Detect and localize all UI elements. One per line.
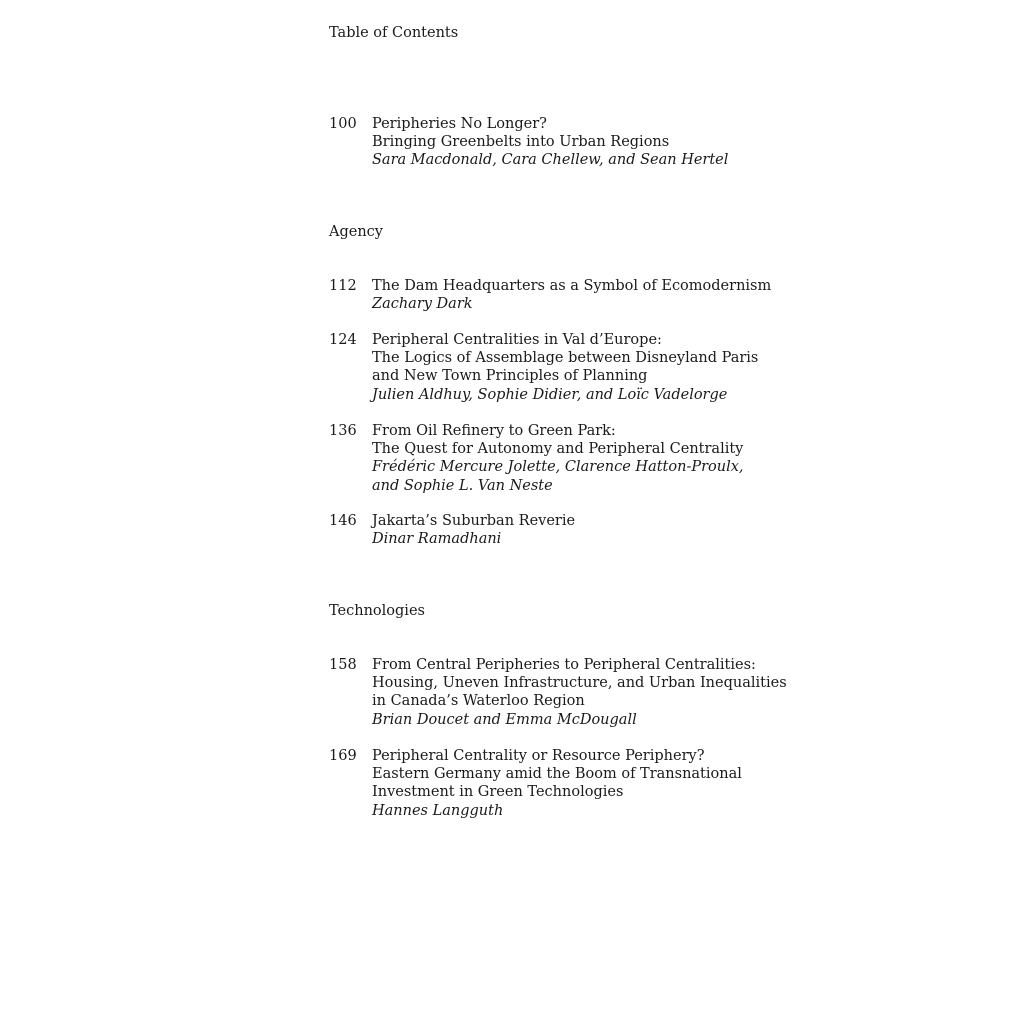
entry-authors: and Sophie L. Van Neste [372,477,553,494]
page-number: 136 [329,423,357,439]
page-number: 158 [329,657,357,673]
entry-title-line: From Central Peripheries to Peripheral Centralities: [372,657,756,673]
toc-entry [329,277,849,313]
entry-body [372,277,849,313]
toc-entry [329,656,849,729]
section-heading-agency: Agency [329,224,383,240]
entry-title-line: and New Town Principles of Planning [372,368,648,385]
entry-authors: Hannes Langguth [372,802,504,819]
running-head: Table of Contents [329,25,459,41]
entry-body [372,747,849,820]
entry-body [372,331,849,404]
entry-title-line: Housing, Uneven Infrastructure, and Urban Inequalities [372,675,787,692]
entry-title-line: Investment in Green Technologies [372,784,624,801]
entry-title-line: Peripheral Centrality or Resource Periphery? [372,748,705,764]
entry-authors: Zachary Dark [372,296,473,313]
entry-body [372,422,849,495]
entry-title-line: From Oil Refinery to Green Park: [372,423,616,439]
toc-entry [329,747,849,820]
entry-title-line: Bringing Greenbelts into Urban Regions [372,134,670,151]
page-number: 146 [329,513,357,529]
entry-title-line: Eastern Germany amid the Boom of Transnational [372,766,742,783]
entry-body [372,115,849,170]
entry-title-line: The Quest for Autonomy and Peripheral Centrality [372,441,744,458]
entry-title-line: in Canada’s Waterloo Region [372,693,585,710]
entry-authors: Frédéric Mercure Jolette, Clarence Hatton-Proulx, [372,459,744,476]
entry-title-line: Jakarta’s Suburban Reverie [372,513,576,529]
entry-body [372,656,849,729]
page-number: 100 [329,116,357,132]
toc-entry [329,512,849,548]
entry-title-line: Peripheral Centralities in Val d’Europe: [372,332,662,348]
entry-title-line: The Logics of Assemblage between Disneyland Paris [372,350,759,367]
page-number: 124 [329,332,357,348]
entry-authors: Dinar Ramadhani [372,531,502,548]
toc-entry [329,115,849,170]
page-number: 112 [329,278,357,294]
entry-authors: Julien Aldhuy, Sophie Didier, and Loïc Vadelorge [372,386,728,403]
entry-body [372,512,849,548]
entry-authors: Sara Macdonald, Cara Chellew, and Sean Hertel [372,152,729,169]
entry-title-line: Peripheries No Longer? [372,116,547,132]
toc-entry [329,331,849,404]
toc-entry [329,422,849,495]
page-number: 169 [329,748,357,764]
entry-title-line: The Dam Headquarters as a Symbol of Ecomodernism [372,278,772,294]
section-heading-technologies: Technologies [329,603,425,619]
entry-authors: Brian Doucet and Emma McDougall [372,711,637,728]
